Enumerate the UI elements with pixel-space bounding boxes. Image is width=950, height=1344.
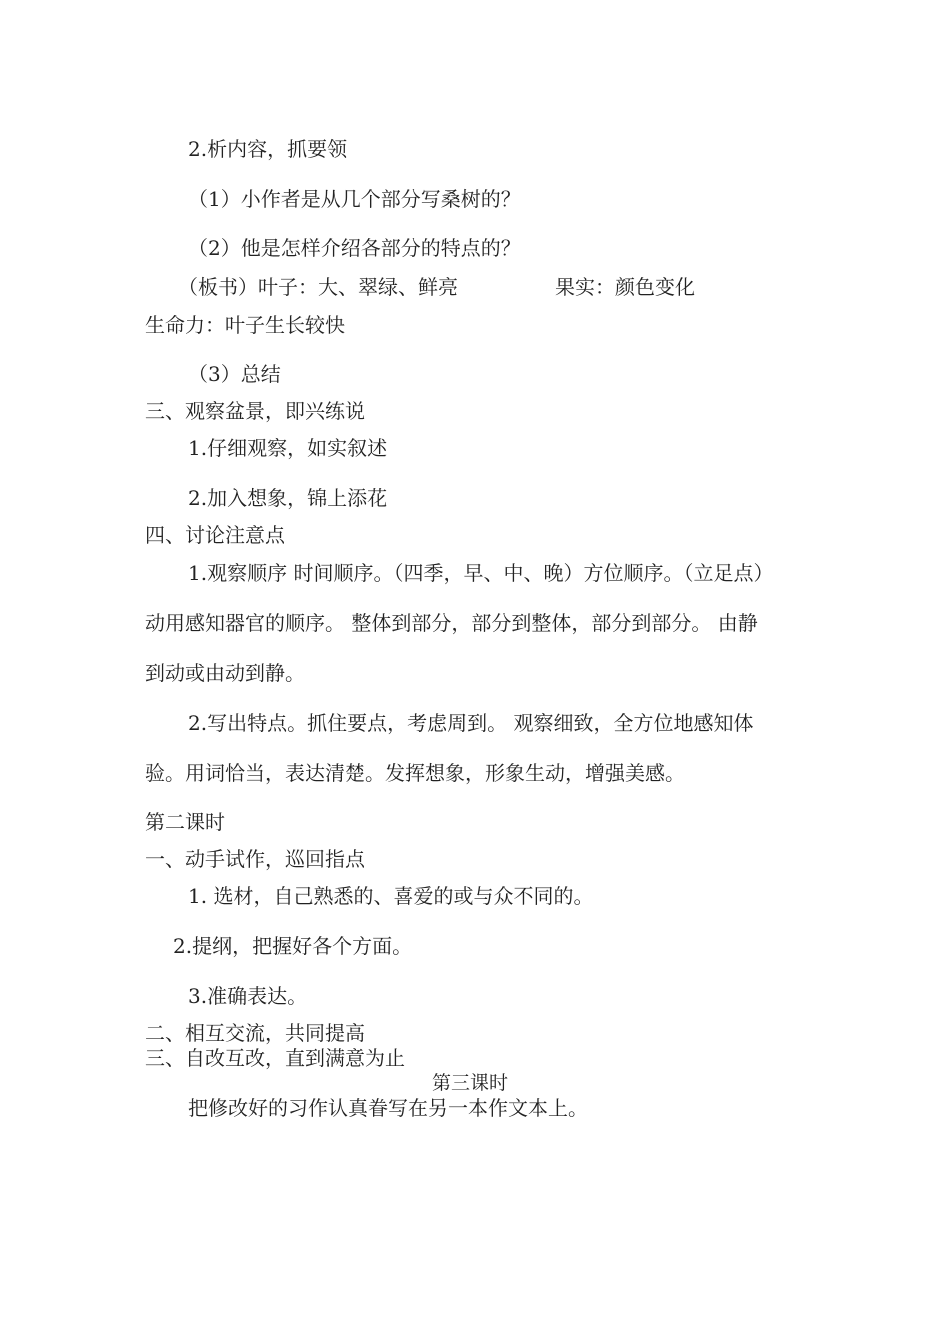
lesson-heading: 第三课时 — [432, 1072, 509, 1094]
board-note-line: （板书）叶子：大、翠绿、鲜亮 — [178, 275, 458, 299]
body-line: 到动或由动到静。 — [145, 661, 305, 685]
section-heading: 三、自改互改，直到满意为止 — [145, 1046, 405, 1070]
body-line: 3.准确表达。 — [188, 984, 308, 1008]
section-heading: 三、观察盆景，即兴练说 — [145, 399, 365, 423]
section-heading: 二、相互交流，共同提高 — [145, 1021, 365, 1045]
body-line: 1. 选材，自己熟悉的、喜爱的或与众不同的。 — [188, 884, 594, 908]
body-line: 2.写出特点。抓住要点，考虑周到。 观察细致，全方位地感知体 — [188, 711, 754, 735]
body-line: 动用感知器官的顺序。 整体到部分，部分到整体，部分到部分。 由静 — [145, 611, 758, 635]
summary-line: （3）总结 — [188, 362, 281, 386]
section-heading: 一、动手试作，巡回指点 — [145, 847, 365, 871]
body-line: 1.仔细观察，如实叙述 — [188, 436, 388, 460]
body-line: 2.加入想象，锦上添花 — [188, 486, 388, 510]
lesson-heading: 第二课时 — [145, 810, 225, 834]
question-line: （2）他是怎样介绍各部分的特点的？ — [188, 236, 521, 260]
question-line: （1）小作者是从几个部分写桑树的？ — [188, 187, 521, 211]
board-note-fruit: 果实：颜色变化 — [555, 275, 695, 299]
board-note-line: 生命力：叶子生长较快 — [145, 313, 345, 337]
body-line: 验。用词恰当，表达清楚。发挥想象，形象生动，增强美感。 — [145, 761, 685, 785]
body-line: 1.观察顺序 时间顺序。（四季，早、中、晚）方位顺序。（立足点） — [188, 561, 774, 585]
body-line: 把修改好的习作认真眷写在另一本作文本上。 — [188, 1096, 588, 1120]
body-line: 2.提纲，把握好各个方面。 — [173, 934, 413, 958]
section-heading: 四、讨论注意点 — [145, 523, 285, 547]
section-heading: 2.析内容，抓要领 — [188, 137, 348, 161]
